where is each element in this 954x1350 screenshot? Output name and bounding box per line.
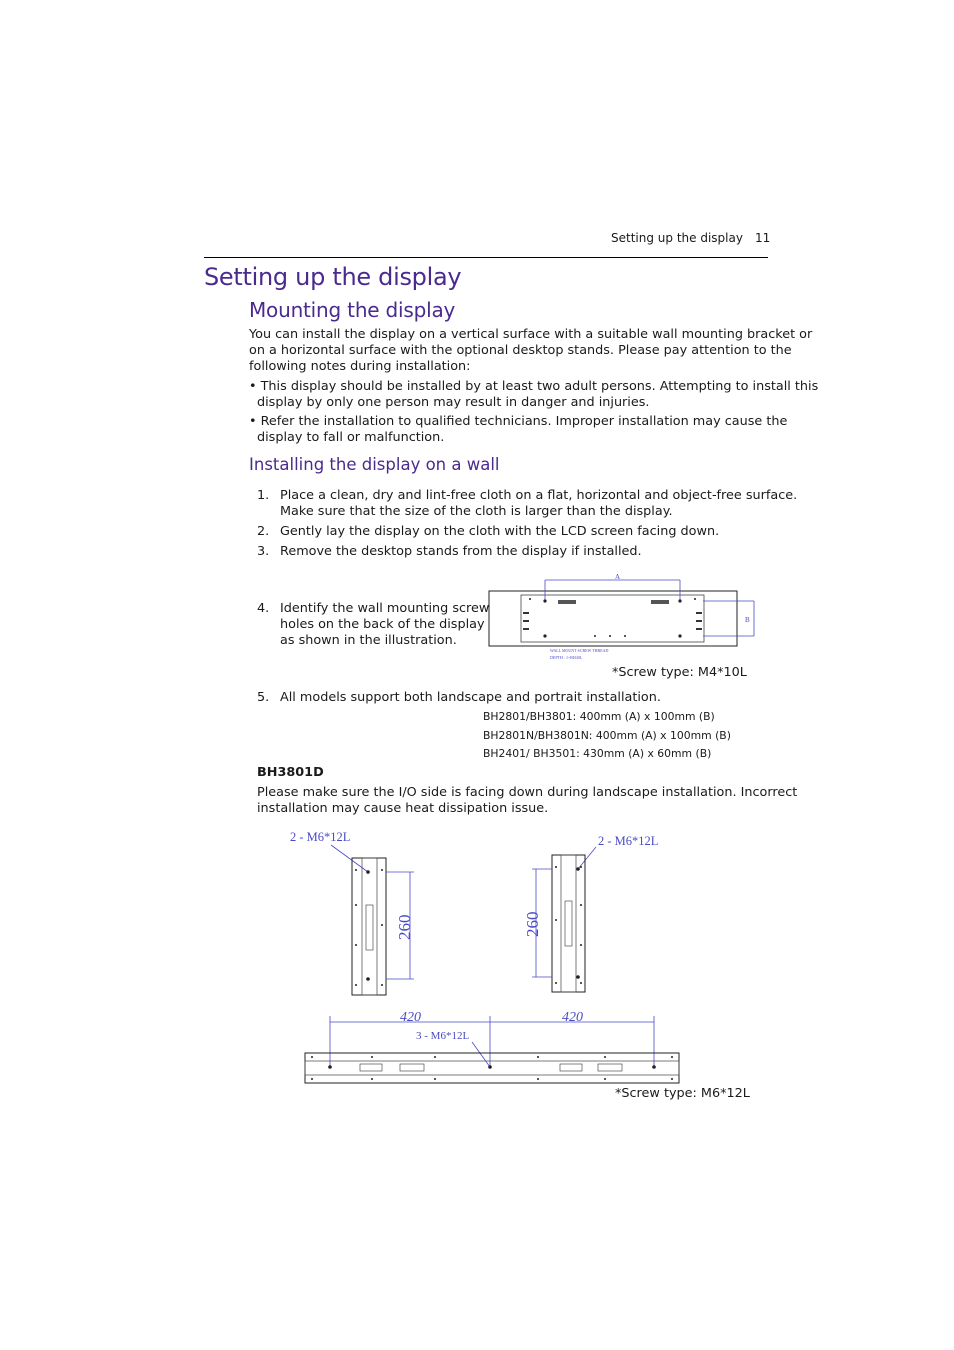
model-note-line: Please make sure the I/O side is facing down during landscape installation. Incorrect xyxy=(257,785,798,800)
step-number: 1. xyxy=(257,488,270,503)
screw-hole xyxy=(576,975,580,979)
intro-line: on a horizontal surface with the optional desktop stands. Please pay attention to the xyxy=(249,343,792,358)
screw-hole xyxy=(355,944,357,946)
io-port xyxy=(400,1064,424,1071)
panel-inner xyxy=(362,858,377,995)
panel-outline xyxy=(305,1053,679,1083)
model-note-line: installation may cause heat dissipation issue. xyxy=(257,801,549,816)
io-port xyxy=(523,620,529,622)
running-header: Setting up the display xyxy=(611,231,743,245)
screw-hole xyxy=(671,1078,673,1080)
screw-hole xyxy=(543,599,546,602)
step-line: All models support both landscape and portrait installation. xyxy=(280,690,661,705)
step-4 xyxy=(257,601,489,649)
screw-hole xyxy=(652,1065,656,1069)
dimension-value: 260 xyxy=(395,914,414,940)
size-item: BH2801N/BH3801N: 400mm (A) x 100mm (B) xyxy=(483,728,731,742)
io-port xyxy=(523,612,529,614)
screw-hole xyxy=(355,904,357,906)
screw-hole xyxy=(381,869,383,871)
screw-hole xyxy=(580,904,582,906)
screw-hole xyxy=(537,1056,539,1058)
intro-line: You can install the display on a vertical surface with a suitable wall mounting bracket or xyxy=(249,327,813,342)
screw-hole xyxy=(576,867,580,871)
screw-hole xyxy=(311,1056,313,1058)
page-title: Setting up the display xyxy=(204,263,462,291)
screw-hole xyxy=(371,1078,373,1080)
step-line: Gently lay the display on the cloth with the LCD screen facing down. xyxy=(280,524,720,539)
screw-hole xyxy=(604,1078,606,1080)
label-b: B xyxy=(745,616,750,624)
step-number: 5. xyxy=(257,690,270,705)
intro-paragraph xyxy=(249,327,812,375)
screw-hole xyxy=(594,635,596,637)
step-number: 3. xyxy=(257,544,270,559)
step-2 xyxy=(257,524,719,540)
screw-hole xyxy=(366,870,370,874)
screw-label: 2 - M6*12L xyxy=(290,830,351,844)
bullet-line: display by only one person may result in danger and injuries. xyxy=(257,395,650,410)
panel-inner xyxy=(305,1061,679,1075)
screw-hole xyxy=(488,1065,492,1069)
screw-hole xyxy=(694,598,696,600)
size-item: BH2401/ BH3501: 430mm (A) x 60mm (B) xyxy=(483,747,712,760)
dimension-value: 420 xyxy=(400,1010,421,1025)
screw-hole xyxy=(580,944,582,946)
io-port xyxy=(560,1064,582,1071)
landscape-diagram xyxy=(300,1004,685,1089)
step-line: Make sure that the size of the cloth is larger than the display. xyxy=(280,504,673,519)
portrait-left-diagram xyxy=(286,825,426,1000)
bullet-line: • This display should be installed by at least two adult persons. Attempting to install this xyxy=(249,379,819,394)
dimension-value: 420 xyxy=(562,1010,583,1025)
screw-note-1: *Screw type: M4*10L xyxy=(612,665,747,680)
screw-hole xyxy=(328,1065,332,1069)
panel-inner xyxy=(561,855,576,992)
screw-hole xyxy=(529,598,531,600)
screw-hole xyxy=(311,1078,313,1080)
vent-slots xyxy=(558,600,576,604)
screw-note-2: *Screw type: M6*12L xyxy=(615,1086,750,1101)
model-note xyxy=(257,785,797,817)
io-port xyxy=(598,1064,622,1071)
screw-hole xyxy=(381,984,383,986)
step-1 xyxy=(257,488,797,520)
screw-label: 3 - M6*12L xyxy=(416,1030,470,1042)
screw-hole xyxy=(580,982,582,984)
model-heading: BH3801D xyxy=(257,765,324,780)
screw-hole xyxy=(555,919,557,921)
leader-line xyxy=(472,1042,490,1067)
panel-outline xyxy=(489,591,737,646)
screw-hole xyxy=(543,634,546,637)
size-item: BH2801/BH3801: 400mm (A) x 100mm (B) xyxy=(483,710,715,723)
screw-hole xyxy=(678,599,681,602)
screw-hole xyxy=(671,1056,673,1058)
vent-slots xyxy=(651,600,669,604)
io-port xyxy=(523,628,529,630)
screw-hole xyxy=(371,1056,373,1058)
screw-hole xyxy=(609,635,611,637)
io-port xyxy=(360,1064,382,1071)
back-panel-diagram xyxy=(488,570,758,665)
label-a: A xyxy=(615,573,621,581)
step-number: 4. xyxy=(257,601,270,616)
depth-caption: DEPTH : 1~BH40L xyxy=(550,655,583,660)
screw-hole xyxy=(434,1056,436,1058)
step-line: Remove the desktop stands from the display if installed. xyxy=(280,544,642,559)
section-title: Mounting the display xyxy=(249,298,456,322)
panel-inner xyxy=(521,595,704,642)
step-line: as shown in the illustration. xyxy=(280,633,457,648)
io-port xyxy=(696,620,702,622)
panel-outline xyxy=(352,858,386,995)
screw-hole xyxy=(580,866,582,868)
portrait-right-diagram xyxy=(518,825,668,1000)
screw-hole xyxy=(555,866,557,868)
screw-hole xyxy=(366,977,370,981)
screw-hole xyxy=(434,1078,436,1080)
bullet-line: • Refer the installation to qualified technicians. Improper installation may cause the xyxy=(249,414,788,429)
panel-outline xyxy=(552,855,585,992)
page-number: 11 xyxy=(755,231,771,245)
step-line: Place a clean, dry and lint-free cloth on a flat, horizontal and object-free surface. xyxy=(280,488,798,503)
step-line: Identify the wall mounting screw xyxy=(280,601,490,616)
dimension-value: 260 xyxy=(523,911,542,937)
screw-hole xyxy=(537,1078,539,1080)
bullet-2 xyxy=(249,414,787,446)
screw-hole xyxy=(355,984,357,986)
step-5 xyxy=(257,690,661,706)
size-list xyxy=(483,708,731,764)
io-port xyxy=(696,628,702,630)
screw-hole xyxy=(555,982,557,984)
screw-hole xyxy=(604,1056,606,1058)
io-panel xyxy=(366,905,373,950)
io-port xyxy=(696,612,702,614)
header-rule xyxy=(204,257,768,258)
screw-label: 2 - M6*12L xyxy=(598,834,659,848)
step-number: 2. xyxy=(257,524,270,539)
step-3 xyxy=(257,544,642,560)
screw-hole xyxy=(381,924,383,926)
screw-hole xyxy=(355,869,357,871)
step-line: holes on the back of the display xyxy=(280,617,485,632)
screw-hole xyxy=(624,635,626,637)
bullet-1 xyxy=(249,379,818,411)
screw-hole xyxy=(678,634,681,637)
wall-heading: Installing the display on a wall xyxy=(249,455,500,474)
leader-line xyxy=(578,847,596,869)
io-panel xyxy=(565,901,572,946)
bullet-line: display to fall or malfunction. xyxy=(257,430,445,445)
intro-line: following notes during installation: xyxy=(249,359,471,374)
thread-caption: WALL MOUNT SCREW THREAD xyxy=(550,648,609,653)
